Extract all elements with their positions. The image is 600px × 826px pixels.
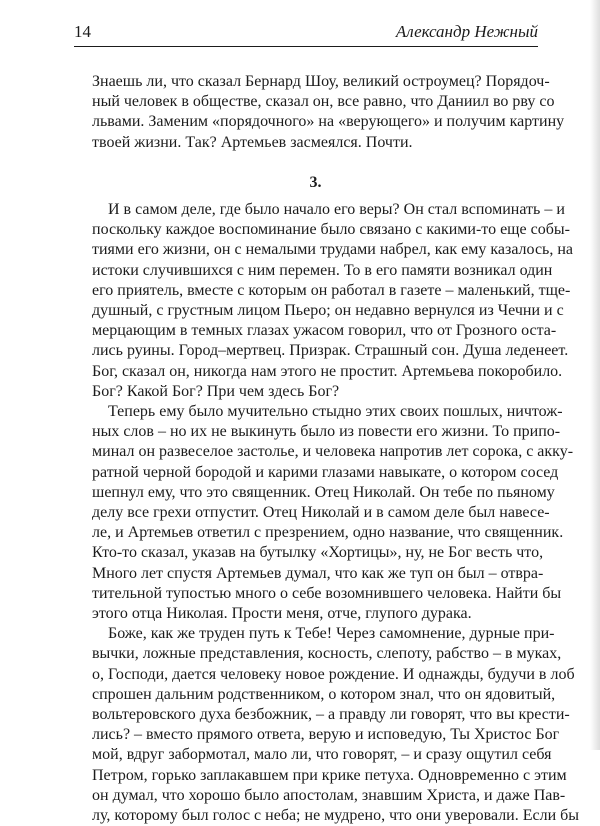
text-line: о, Господи, дается человеку новое рождение. И однажды, будучи в лоб <box>92 665 575 683</box>
text-line: лу, которому был голос с неба; не мудрено, что они уверовали. Если бы <box>92 807 580 825</box>
text-line: Бог? Какой Бог? При чем здесь Бог? <box>92 382 340 400</box>
text-line: его приятель, вместе с которым он работал в газете – маленький, тще- <box>92 281 571 299</box>
text-line: мерцающим в темных глазах ужасом говорил, что от Грозного оста- <box>92 322 557 340</box>
text-line: спрошен дальним родственником, о котором знал, что он ядовитый, <box>92 685 556 703</box>
section-heading: 3. <box>309 174 322 191</box>
text-line: он думал, что хорошо было апостолам, знавшим Христа, и даже Пав- <box>92 786 566 804</box>
text-line: тиями его жизни, он с немалыми трудами набрел, как ему казалось, на <box>92 241 573 259</box>
text-line: Много лет спустя Артемьев думал, что как же туп он был – отвра- <box>92 564 544 582</box>
intro-paragraph <box>92 72 565 153</box>
text-line: ный человек в обществе, сказал он, все равно, что Даниил во рву со <box>92 93 555 111</box>
text-line: шепнул ему, что это священник. Отец Николай. Он тебе по пьяному <box>92 483 555 501</box>
text-line: истоки случившихся с ним перемен. То в его памяти возникал один <box>92 261 553 279</box>
text-line: вольтеровского духа безбожник, – а правду ли говорят, что вы крести- <box>92 706 570 724</box>
text-line: Теперь ему было мучительно стыдно этих своих пошлых, ничтож- <box>108 403 563 421</box>
text-line: Петром, горько заплакавшем при крике петуха. Одновременно с этим <box>92 766 567 784</box>
section-text <box>92 200 580 826</box>
text-line: душный, с грустным лицом Пьеро; он недавно вернулся из Чечни и с <box>92 302 564 320</box>
text-line: поскольку каждое воспоминание было связано с какими-то еще собы- <box>92 221 570 239</box>
text-line: лись руины. Город–мертвец. Призрак. Страшный сон. Душа леденеет. <box>92 342 569 360</box>
header-rule <box>74 46 538 47</box>
text-line: вычки, ложные представления, косность, слепоту, рабство – в муках, <box>92 645 562 663</box>
page-header <box>74 20 538 42</box>
text-line: Кто-то сказал, указав на бутылку «Хортицы», ну, не Бог весть что, <box>92 544 544 562</box>
text-line: Бог, сказал он, никогда нам этого не простит. Артемьева покоробило. <box>92 362 563 380</box>
running-title: Александр Нежный <box>395 22 538 41</box>
text-line: тительной тупостью много о себе возомнившего человека. Найти бы <box>92 584 562 602</box>
text-line: твоей жизни. Так? Артемьев засмеялся. Почти. <box>92 133 413 151</box>
text-line: делу все грехи отпустит. Отец Николай и в самом деле был навесе- <box>92 504 550 522</box>
text-line: ле, и Артемьев ответил с презрением, одно название, что священник. <box>92 524 564 542</box>
text-line: Боже, как же труден путь к Тебе! Через самомнение, дурные при- <box>108 625 555 643</box>
text-line: ратной черной бородой и карими глазами навыкате, о котором сосед <box>92 463 559 481</box>
text-line: ных слов – но их не выкинуть было из повести его жизни. То припо- <box>92 423 561 441</box>
page-edge-shadow <box>590 0 600 750</box>
text-line: мой, вдруг забормотал, мало ли, что говорят, – и сразу ощутил себя <box>92 746 552 764</box>
text-line: львами. Заменим «порядочного» на «верующего» и получим картину <box>92 113 565 131</box>
text-line: этого отца Николая. Прости меня, отче, глупого дурака. <box>92 605 472 623</box>
text-line: лись? – вместо прямого ответа, верую и исповедую, Ты Христос Бог <box>92 726 560 744</box>
text-line: минал он развеселое застолье, и человека напротив лет сорока, с акку- <box>92 443 574 461</box>
text-line: Знаешь ли, что сказал Бернард Шоу, великий остроумец? Порядоч- <box>92 73 550 90</box>
page-number: 14 <box>74 22 91 41</box>
text-line: И в самом деле, где было начало его веры? Он стал вспоминать – и <box>108 201 565 218</box>
